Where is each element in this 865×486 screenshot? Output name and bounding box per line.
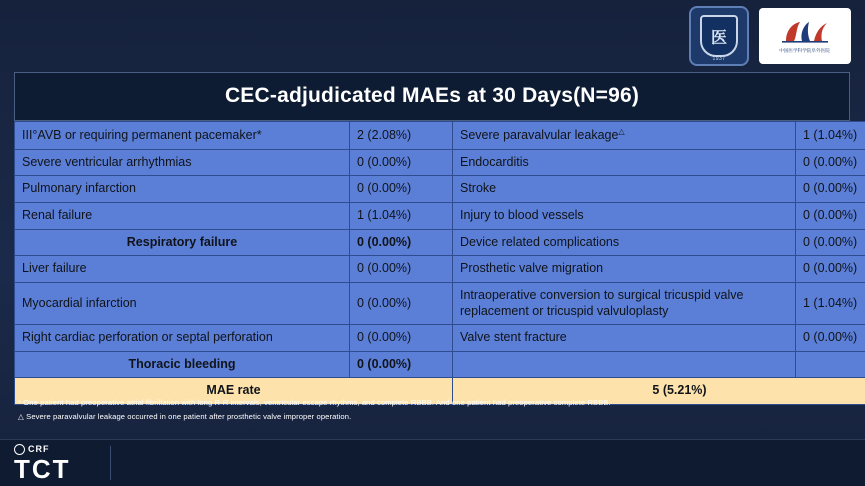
tct-logo: TCT xyxy=(14,454,71,484)
row-left-value: 1 (1.04%) xyxy=(350,203,453,230)
row-right-value: 0 (0.00%) xyxy=(796,325,865,352)
row-left-label: Thoracic bleeding xyxy=(15,351,350,378)
row-right-value: 0 (0.00%) xyxy=(796,176,865,203)
table-row xyxy=(15,176,865,203)
row-right-value xyxy=(796,351,865,378)
row-left-value: 0 (0.00%) xyxy=(350,149,453,176)
footnotes xyxy=(18,396,838,425)
row-right-value: 1 (1.04%) xyxy=(796,122,865,150)
row-right-value: 1 (1.04%) xyxy=(796,282,865,324)
row-left-value: 0 (0.00%) xyxy=(350,256,453,283)
hospital-name-cn: 中国医学科学院阜外医院 xyxy=(779,47,831,54)
university-shield-logo xyxy=(689,6,749,66)
row-right-value: 0 (0.00%) xyxy=(796,256,865,283)
table-row-highlighted xyxy=(15,351,865,378)
row-left-label: Renal failure xyxy=(15,203,350,230)
row-right-label: Valve stent fracture xyxy=(453,325,796,352)
table-title: CEC-adjudicated MAEs at 30 Days(N=96) xyxy=(14,72,850,121)
footnote-triangle: △ Severe paravalvular leakage occurred in one patient after prosthetic valve improper operation. xyxy=(18,412,352,422)
row-right-value: 0 (0.00%) xyxy=(796,149,865,176)
row-left-label: Right cardiac perforation or septal perforation xyxy=(15,325,350,352)
row-right-label xyxy=(453,351,796,378)
row-right-label: Injury to blood vessels xyxy=(453,203,796,230)
mae-rate-label: MAE rate xyxy=(15,378,453,405)
row-left-label: Severe ventricular arrhythmias xyxy=(15,149,350,176)
footnote-marker-triangle: △ xyxy=(618,127,625,136)
footnote-asterisk: * One patient had preoperative atrial fibrillation with long R-R intervals, ventricular escape rhythms, and complete RBBB. And one patient had preoperative complete RBBB. xyxy=(18,398,611,407)
mae-table xyxy=(14,121,865,405)
mae-rate-value: 5 (5.21%) xyxy=(453,378,865,405)
table-row-tall xyxy=(15,282,865,324)
row-right-label: Intraoperative conversion to surgical tricuspid valve replacement or tricuspid valvuloplasty xyxy=(453,282,796,324)
row-left-label: Pulmonary infarction xyxy=(15,176,350,203)
table-row-highlighted xyxy=(15,229,865,256)
slide-footer xyxy=(0,439,865,486)
row-right-label xyxy=(453,122,796,150)
logo-row xyxy=(689,6,851,66)
row-right-value: 0 (0.00%) xyxy=(796,229,865,256)
shield-year: 1937 xyxy=(712,56,726,62)
shield-initials: 医 xyxy=(700,15,738,57)
row-right-label: Prosthetic valve migration xyxy=(453,256,796,283)
mae-table-block xyxy=(14,72,858,405)
row-left-value: 0 (0.00%) xyxy=(350,176,453,203)
row-left-label: Liver failure xyxy=(15,256,350,283)
crf-label: CRF xyxy=(28,444,50,454)
footer-divider xyxy=(110,446,111,480)
table-row xyxy=(15,149,865,176)
row-right-label: Endocarditis xyxy=(453,149,796,176)
hospital-logo xyxy=(759,8,851,64)
row-left-value: 2 (2.08%) xyxy=(350,122,453,150)
table-row xyxy=(15,256,865,283)
mae-table-body xyxy=(15,122,865,405)
row-right-label-text: Severe paravalvular leakage xyxy=(460,128,619,143)
footer-brand xyxy=(14,444,71,482)
row-left-label: Respiratory failure xyxy=(15,229,350,256)
hospital-emblem-icon xyxy=(776,19,834,45)
row-right-value: 0 (0.00%) xyxy=(796,203,865,230)
row-left-value: 0 (0.00%) xyxy=(350,229,453,256)
table-row xyxy=(15,203,865,230)
row-left-label: III°AVB or requiring permanent pacemaker* xyxy=(15,122,350,150)
row-left-value: 0 (0.00%) xyxy=(350,325,453,352)
table-row xyxy=(15,325,865,352)
row-left-label: Myocardial infarction xyxy=(15,282,350,324)
table-row xyxy=(15,122,865,150)
row-right-label: Device related complications xyxy=(453,229,796,256)
row-right-label: Stroke xyxy=(453,176,796,203)
row-left-value: 0 (0.00%) xyxy=(350,282,453,324)
row-left-value: 0 (0.00%) xyxy=(350,351,453,378)
